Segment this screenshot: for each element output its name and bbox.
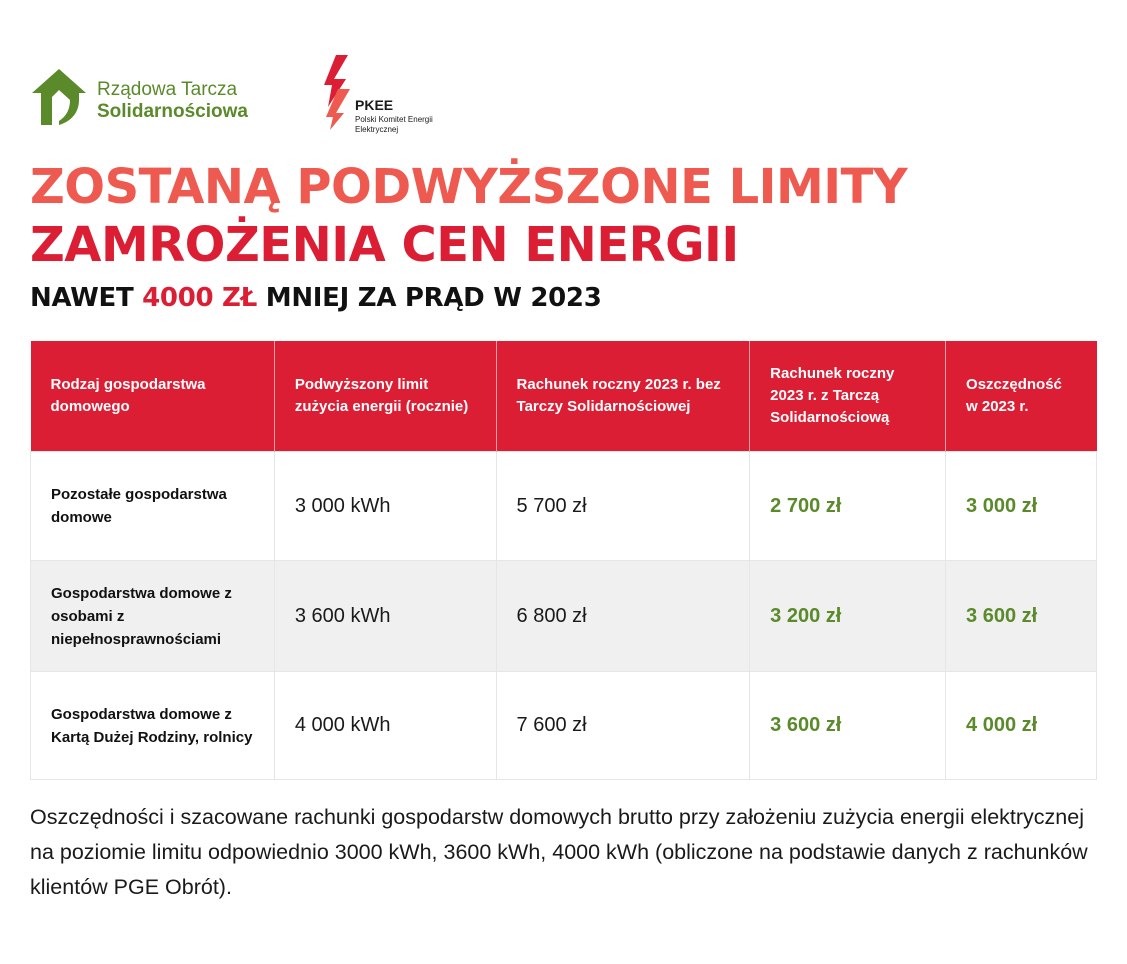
footnote: Oszczędności i szacowane rachunki gospodarstw domowych brutto przy założeniu zużycia energii elektrycznej na poziomie limitu odpowiednio 3000 kWh, 3600 kWh, 4000 kWh (obliczone na podstawie danych z rachunków klientów PGE Obrót). (30, 805, 1088, 899)
rzadowa-tarcza-logo (30, 67, 300, 127)
limit-cell: 3 000 kWh (274, 452, 496, 561)
table-row (31, 561, 1097, 672)
limits-table (30, 341, 1097, 780)
table-row (31, 672, 1097, 780)
limit-cell: 4 000 kWh (274, 672, 496, 780)
savings-cell: 3 600 zł (946, 561, 1097, 672)
headline-line1: ZOSTANĄ PODWYŻSZONE LIMITY (30, 159, 908, 215)
table-row (31, 452, 1097, 561)
household-type-cell: Gospodarstwa domowe z Kartą Dużej Rodziny, rolnicy (31, 672, 275, 780)
header-household-type: Rodzaj gospodarstwa domowego (31, 341, 275, 452)
subheadline-after: MNIEJ ZA PRĄD W 2023 (257, 283, 602, 313)
logos (30, 55, 630, 145)
headline (30, 158, 907, 274)
household-type-cell: Pozostałe gospodarstwa domowe (31, 452, 275, 561)
household-type-cell: Gospodarstwa domowe z osobami z niepełnosprawnościami (31, 561, 275, 672)
table-header-row (31, 341, 1097, 452)
bill-with-cell: 3 200 zł (750, 561, 946, 672)
bill-without-cell: 6 800 zł (496, 561, 750, 672)
pkee-subtitle: Polski Komitet Energii Elektrycznej (355, 115, 433, 134)
house-shield-icon (30, 67, 88, 127)
bill-with-cell: 2 700 zł (750, 452, 946, 561)
subheadline (30, 283, 602, 313)
header-savings: Oszczędność w 2023 r. (946, 341, 1097, 452)
savings-cell: 4 000 zł (946, 672, 1097, 780)
headline-line2: ZAMROŻENIA CEN ENERGII (30, 217, 739, 273)
limit-cell: 3 600 kWh (274, 561, 496, 672)
bill-without-cell: 7 600 zł (496, 672, 750, 780)
pkee-lightning-icon (322, 55, 354, 130)
header-bill-with: Rachunek roczny 2023 r. z Tarczą Solidarnościową (750, 341, 946, 452)
pkee-name: PKEE (355, 97, 394, 113)
header-bill-without: Rachunek roczny 2023 r. bez Tarczy Solidarnościowej (496, 341, 750, 452)
bill-without-cell: 5 700 zł (496, 452, 750, 561)
subheadline-highlight: 4000 ZŁ (142, 283, 258, 313)
header-limit: Podwyższony limit zużycia energii (rocznie) (274, 341, 496, 452)
savings-cell: 3 000 zł (946, 452, 1097, 561)
rtd-logo-line1: Rządowa Tarcza (97, 79, 238, 100)
bill-with-cell: 3 600 zł (750, 672, 946, 780)
rtd-logo-line2: Solidarnościowa (97, 101, 248, 122)
pkee-logo (322, 55, 522, 143)
subheadline-before: NAWET (30, 283, 143, 313)
